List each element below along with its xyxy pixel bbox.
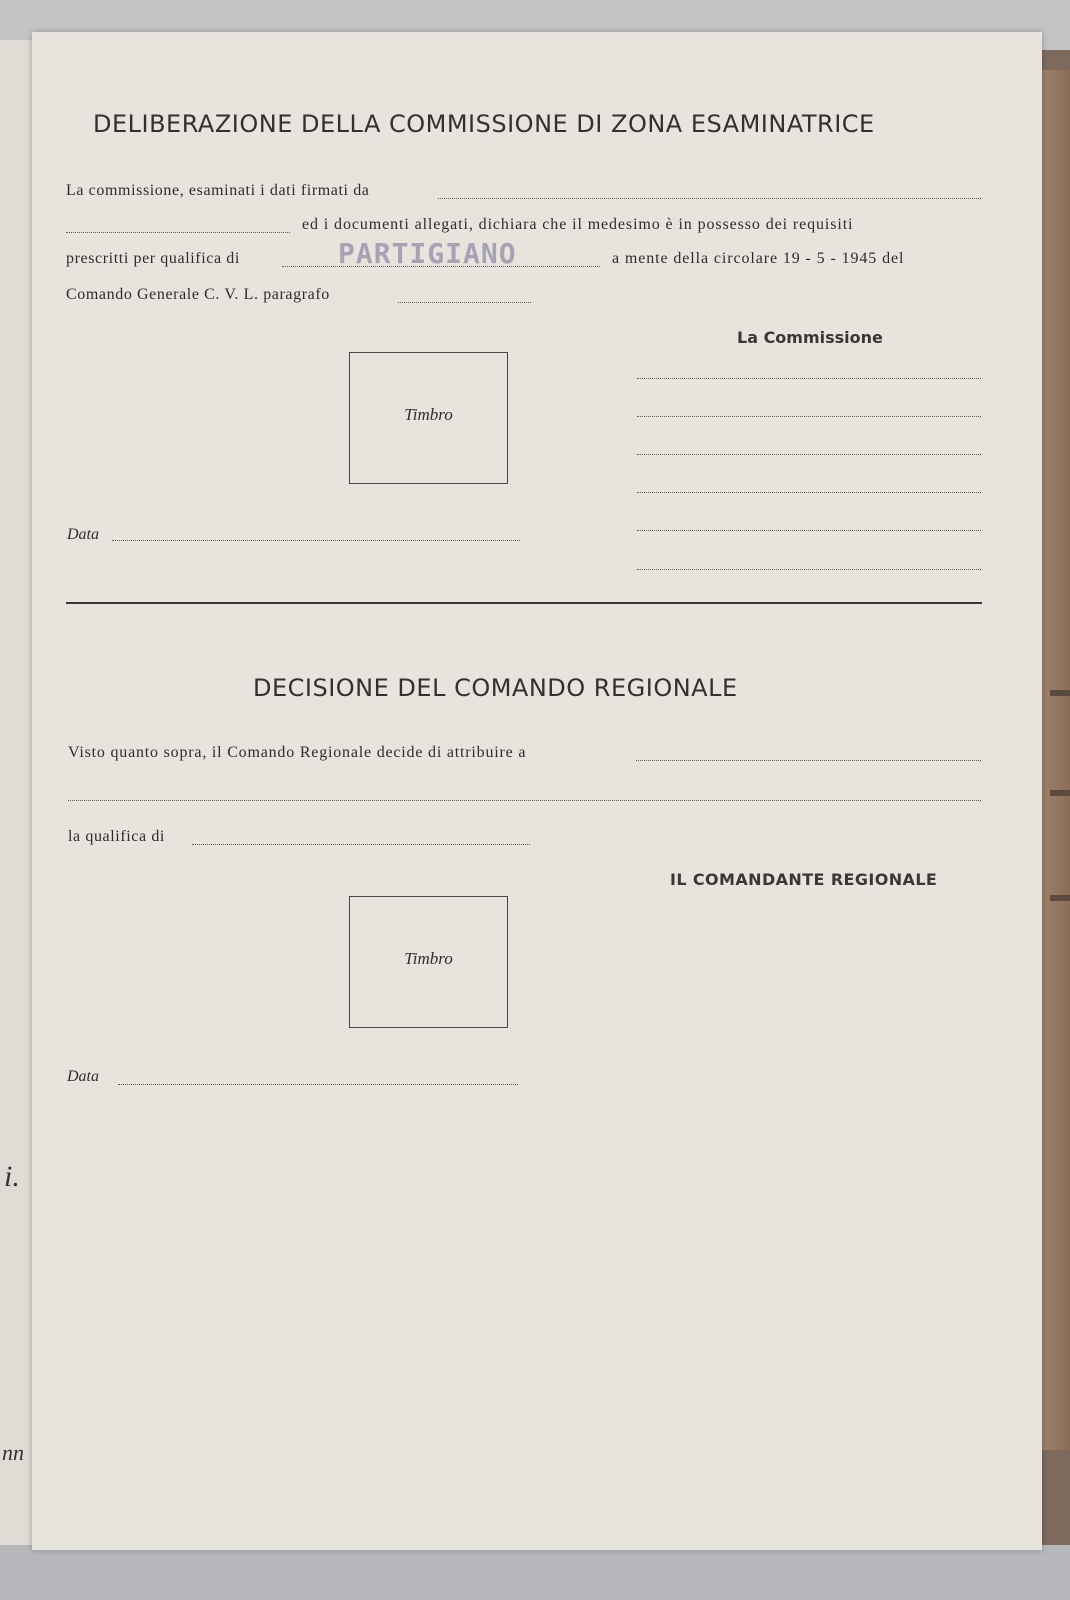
date-field <box>118 1084 518 1085</box>
commission-label: La Commissione <box>737 328 883 347</box>
signed-by-field <box>438 198 981 199</box>
commission-signature-line <box>637 492 981 493</box>
margin-handwriting-mark: i. <box>4 1160 20 1193</box>
spine-divider <box>1050 895 1070 901</box>
date-label: Data <box>67 526 99 543</box>
commission-signature-line <box>637 378 981 379</box>
commission-signature-line <box>637 416 981 417</box>
background-bottom <box>0 1545 1070 1600</box>
margin-handwriting-mark: nn <box>2 1440 24 1465</box>
regional-qualifica-field <box>192 844 530 845</box>
stamp-box <box>349 352 508 484</box>
section-divider <box>66 602 982 604</box>
attribution-label: Visto quanto sopra, il Comando Regionale decide di attribuire a <box>68 744 527 761</box>
regional-decision-title: DECISIONE DEL COMANDO REGIONALE <box>253 674 738 702</box>
commission-signature-line <box>637 569 981 570</box>
paragrafo-field <box>398 302 531 303</box>
commission-deliberation-title: DELIBERAZIONE DELLA COMMISSIONE DI ZONA ESAMINATRICE <box>93 110 875 138</box>
partigiano-stamp: PARTIGIANO <box>338 237 517 270</box>
circolare-reference: a mente della circolare 19 - 5 - 1945 del <box>612 250 905 267</box>
spine-divider <box>1050 690 1070 696</box>
paragrafo-label: Comando Generale C. V. L. paragrafo <box>66 286 330 303</box>
stamp-label: Timbro <box>404 949 453 968</box>
signed-by-field-continued <box>66 232 290 233</box>
date-field <box>112 540 520 541</box>
stamp-box <box>349 896 508 1028</box>
commission-signature-line <box>637 454 981 455</box>
stamp-label: Timbro <box>404 405 453 424</box>
qualifica-label: prescritti per qualifica di <box>66 250 240 267</box>
attribution-field-continued <box>68 800 981 801</box>
attribution-field <box>636 760 981 761</box>
regional-qualifica-label: la qualifica di <box>68 828 165 845</box>
declaration-text: ed i documenti allegati, dichiara che il medesimo è in possesso dei requisiti <box>302 216 854 233</box>
spine-divider <box>1050 790 1070 796</box>
signed-data-label: La commissione, esaminati i dati firmati da <box>66 182 370 199</box>
binder-spine <box>1040 70 1070 1450</box>
date-label: Data <box>67 1068 99 1085</box>
commission-signature-line <box>637 530 981 531</box>
form-sheet <box>32 32 1042 1550</box>
regional-commander-label: IL COMANDANTE REGIONALE <box>670 870 938 889</box>
